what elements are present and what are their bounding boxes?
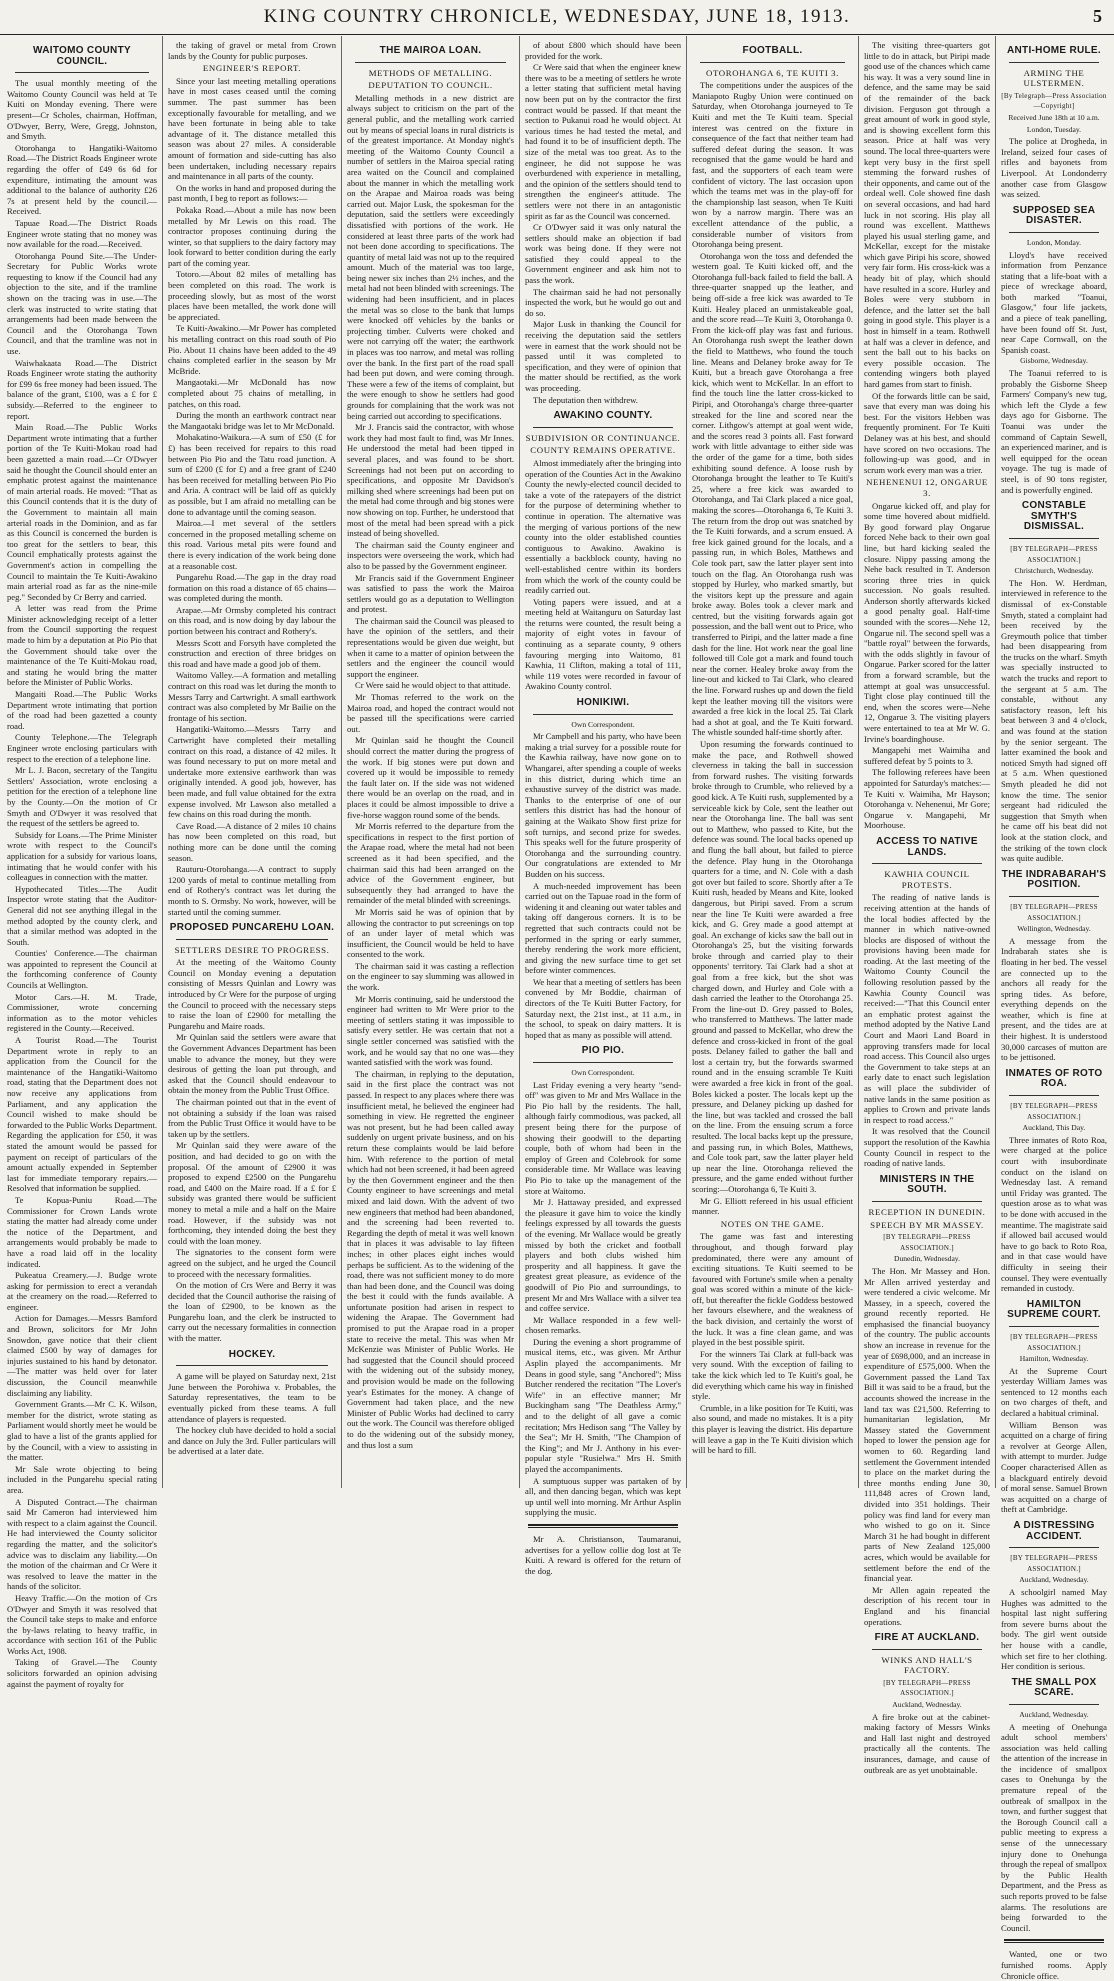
- headline-rule: [872, 1649, 982, 1650]
- article-paragraph: Te Kopua-Puniu Road.—The Commissioner for Crown Lands wrote stating the matter had already come under the notice of the Department, and arrangements would probably be made to have a road laid off in the locality indicated.: [7, 1194, 157, 1269]
- article-paragraph: The signatories to the consent form were agreed on the subject, and he urged the Council to proceed with the necessary formalities.: [168, 1247, 336, 1279]
- article-paragraph: Major Lusk in thanking the Council for receiving the deputation said the settlers were in earnest that the work should not be passed until it was completed to specification, and they were of opinion that the matter should be rectified, as the work was proceeding.: [525, 319, 681, 393]
- article-paragraph: Mr G. Elliott refereed in his usual efficient manner.: [692, 1195, 853, 1217]
- article-paragraph: Waiwhakaata Road.—The District Roads Engineer wrote stating the authority for £99 6s free money had been issued. The balance of the grant, £100, was a £ for £ subsidy.—Referred to the engineer to report.: [7, 357, 157, 421]
- article-paragraph: A schoolgirl named May Hughes was admitted to the hospital last night suffering from severe burns about the body. The girl went outside her house with a candle, which set fire to her clothing. Her condition is serious.: [1001, 1586, 1107, 1672]
- article-paragraph: Mr Wallace responded in a few well-chosen remarks.: [525, 1314, 681, 1336]
- article-paragraph: A game will be played on Saturday next, 21st June between the Porohiwa v. Probables, the Saturday representatives, the team to be eventually picked from these teams. A full attendance of players is requested.: [168, 1371, 336, 1424]
- article-paragraph: The chairman said the Council was pleased to have the opinion of the settlers, and their representations would be given due weight, but when it came to a matter of opinion between the settlers and the engineer the council would support the engineer.: [347, 615, 514, 679]
- headline-rule: [1009, 232, 1099, 233]
- article-subheading: METHODS OF METALLING.: [368, 67, 493, 78]
- article-paragraph: On the works in hand and proposed during the past month, I beg to report as follows:—: [168, 182, 336, 204]
- column-5: [687, 36, 859, 1488]
- article-paragraph: Mangaiti Road.—The Public Works Department wrote intimating that portion of the road had been gazetted a county road.: [7, 689, 157, 731]
- article-paragraph: Mr Thomas referred to the work on the Mairoa road, and hoped the contract would not be passed till the specifications were carried out.: [347, 692, 514, 734]
- headline-rule: [872, 863, 982, 864]
- article-paragraph: Mr Allen again repeated the description of his recent tour in England and his financial operations.: [864, 1584, 990, 1627]
- article-paragraph: William Benson was acquitted on a charge of firing a revolver at George Allen, with attempt to murder. Judge Cooper characterised Allen as a blackguard entirely devoid of moral sense. Samuel Brown was acquitted on a charge of theft at Cambridge.: [1001, 1419, 1107, 1515]
- article-headline: ACCESS TO NATIVE LANDS.: [876, 835, 978, 858]
- column-4: [520, 36, 687, 1576]
- article-paragraph: Mr J. Hattaway presided, and expressed the pleasure it gave him to voice the kindly feelings expressed by all towards the guests of the evening. Mr Wallace would be greatly missed by both the cricket and football players and both clubs wished him prosperity and all happiness. It gave the greatest great pleasure, as evidence of the goodwill of Pio Pio and surroundings, to present Mr and Mrs Wallace with a silver tea and coffee service.: [525, 1197, 681, 1314]
- headline-rule: [1009, 1547, 1099, 1548]
- article-paragraph: Mr Sale wrote objecting to being included in the Pungarehu special rating area.: [7, 1463, 157, 1495]
- article-subheading: WINKS AND HALL'S FACTORY.: [881, 1654, 973, 1676]
- column-3: [342, 36, 520, 1488]
- headline-rule: [533, 1062, 673, 1063]
- article-paragraph: At the Supreme Court yesterday William James was sentenced to 12 months each on two charges of theft, and declared a habitual criminal.: [1001, 1365, 1107, 1419]
- article-paragraph: Mr Quinlan said they were aware of the position, and had decided to go on with the proposal. Of the amount of £2900 it was proposed to expend £2500 on the Pungarehu road, and £400 on the Maire road. If a £ for £ subsidy was granted there would be sufficient money to metal a mile and a half on the Maire road. However, if the subsidy was not forthcoming, they intended doing the best they could with the loan money.: [168, 1140, 336, 1246]
- article-paragraph: The Toanui referred to is probably the Gisborne Sheep Farmers' Company's new tug, which left the Clyde a few days ago for Gisborne. The Toanui was under the command of Captain Sewell, an experienced mariner, and is well equipped for the ocean voyage. The tug is made of steel, is of 90 tons register, and is powerfully engined.: [1001, 368, 1107, 495]
- article-paragraph: The game was fast and interesting throughout, and though forward play predominated, there were any amount of exciting situations. Te Kuiti seemed to be favoured with Fortune's smile when a penalty goal was scored within a minute of the kick-off, but thereafter the fickle Goddess bestowed her favours elsewhere, and the weakness of the back division, and certainly the worst of the luck. It was a fine clean game, and was played in the best possible spirit.: [692, 1231, 853, 1348]
- article-paragraph: A much-needed improvement has been carried out on the Tapuae road in the form of widening it and cleaning out water tables and taking off dangerous corners. It is to be regretted that such contracts could not be performed in the spring or early summer, thereby rendering the work more efficient, and giving the new surface time to get set before winter commences.: [525, 880, 681, 976]
- article-paragraph: The chairman pointed out that in the event of not obtaining a subsidy if the loan was raised from the Public Trust Office it would have to be taken up by the settlers.: [168, 1097, 336, 1139]
- article-paragraph: Mr L. J. Bacon, secretary of the Tangitu Settlers' Association, wrote enclosing a petition for the erection of a telephone line by the County.—On the motion of Cr Smyth and O'Dwyer it was resolved that the request of the settlers be agreed to.: [7, 765, 157, 829]
- article-headline: PROPOSED PUNCAREHU LOAN.: [169, 922, 335, 934]
- wire-credit: [BY TELEGRAPH—PRESS ASSOCIATION.]: [1010, 902, 1098, 922]
- dateline: Gisborne, Wednesday.: [1020, 356, 1088, 366]
- article-paragraph: The chairman said it was casting a reflection on the engineer to say slumming was allowed in the work.: [347, 960, 514, 993]
- article-subheading: SETTLERS DESIRE TO PROGRESS.: [174, 944, 330, 955]
- article-headline: FOOTBALL.: [742, 45, 803, 56]
- article-headline: HAMILTON SUPREME COURT.: [1007, 1298, 1101, 1321]
- headline-rule: [1009, 62, 1099, 63]
- article-paragraph: Last Friday evening a very hearty "send-off" was given to Mr and Mrs Wallace in the Pio Pio hall by the residents. The hall, although fairly commodious, was packed, all present being there for the purpose of showing their goodwill to the departing couple, both of whom had been in the employ of Green and Colebrook for some considerable time. Mr Wallace was leaving Pio Pio to take up the management of the store at Waitomo.: [525, 1079, 681, 1196]
- article-paragraph: Otorohanga won the toss and defended the western goal. Te Kuiti kicked off, and the Otorohanga full-back failed to field the ball. A three-quarter snapped up the leather, and being off-side a free kick was awarded to Te Kuiti. Healey placed an unmistakeable goal, and the score read—Te Kuiti 3, Otorohanga 0. From the kick-off play was fast and furious. An Otorohanga rush swept the leather down the field to Matthews, who found the touch line. Means and Delaney broke away for Te Kuiti, but a breach gave Otorohanga a free kick, which went to McKellar. In an effort to find the touch line the latter cross-kicked to Piripi, and Otorohanga's charge three-quarter streaked for the line and scored near the corner. Lithgow's attempt at goal went wide, and the scores read 3 points all. Fast forward work with little advantage to either side was the order of the game for a time, both sides exhibiting sound defence. A loose rush by Otorohanga brought the leather to Te Kuiti's 25, where a free kick was awarded to Otorohanga, and Tai Clark placed a nice goal, making the scores—Otorohanga 6, Te Kuiti 3. The return from the drop out was snatched by the Te Kuiti forwards, and a scrum ensued. A free kick gained ground for the locals, and a passing run, in which Boles, Matthews and Cole took part, saw the latter player sent into touch on the flag. An Otorohanga rush was stopped by Hurley, who marked smartly, but the visitors kept up the pressure and again broke away. Boles took a clever mark and centred, but the visiting forwards again got possession, and the ball went out to Price, who transferred to Piripi, and the latter made a fine dash for the line. Hot work near the goal line followed till Cole got a mark and found touch near the corner. Healey broke away from the line-out and kicked to Tai Clark, who cleared the line. Forward rushes up and down the field kept the leather moving till the visitors were awarded a free kick in the local 25. Tai Clark had a shot at goal, and the Te Kuiti forward. The whistle sounded half-time shortly after.: [692, 250, 853, 738]
- headline-rule: [1009, 896, 1099, 897]
- article-headline: INMATES OF ROTO ROA.: [1005, 1067, 1103, 1090]
- article-subheading: NOTES ON THE GAME.: [720, 1218, 825, 1229]
- article-paragraph: Mr Quinlan said the settlers were aware that the Government Advances Department has been unable to advance the money, but they were desirous of getting the loan put through, and asked that the Council should endeavour to obtain the money from the Public Trust Office.: [168, 1032, 336, 1096]
- article-paragraph: Since your last meeting metalling operations have in most cases ceased until the coming summer. The past summer has been exceptionally favourable for metalling, and we have been fortunate in being able to take advantage of it. The distance metalled this season was about 27 miles. A considerable amount of formation and side-cutting has also been undertaken, including necessary repairs and maintenance in all parts of the county.: [168, 75, 336, 182]
- column-2: [163, 36, 342, 1488]
- article-headline: HOCKEY.: [228, 1348, 276, 1360]
- dateline: Christchurch, Wednesday.: [1014, 566, 1094, 576]
- article-subheading: ARMING THE ULSTERMEN.: [1023, 67, 1085, 89]
- article-paragraph: Voting papers were issued, and at a meeting held at Waitanguru on Saturday last the returns were counted, the result being a majority of eight votes in favour of continuing as a separate county, 9 others favouring merging into Waitomo, 81 Kawhia, 11 Clifton, making a total of 111, while 119 votes were recorded in favour of Awakino County control.: [525, 596, 681, 692]
- dateline: Received June 18th at 10 a.m.: [1008, 112, 1100, 122]
- article-subheading: SUBDIVISION OR CONTINUANCE.: [525, 432, 681, 443]
- article-paragraph: A letter was read from the Prime Minister acknowledging receipt of a letter from the Council supporting the request made to him by a deputation at Pio Pio that the Government should take over the maintenance of the Te Kuiti-Mokau road, and stating he would bring the matter before the Minister of Public Works.: [7, 603, 157, 688]
- article-paragraph: Subsidy for Loans.—The Prime Minister wrote with respect to the Council's application for a subsidy for various loans, intimating that he would confer with his colleagues in connection with the matter.: [7, 829, 157, 883]
- wire-credit: [BY TELEGRAPH—PRESS ASSOCIATION.]: [1010, 1102, 1098, 1121]
- article-paragraph: Counties' Conference.—The chairman was appointed to represent the Council at the forthcoming conference of County Councils at Wellington.: [7, 948, 157, 991]
- article-paragraph: Arapae.—Mr Ormsby completed his contract on this road, and is now doing by day labour the portion between his contract and Rothery's.: [168, 604, 336, 637]
- article-paragraph: A Tourist Road.—The Tourist Department wrote in reply to an application from the Council for the maintenance of the Hangatiki-Waitomo road, stating that the Department does not now receive any applications from Parliament, and any application the Council wished to make should be forwarded to the Public Works Department. Regarding the application for £50, it was stated the amount would be passed for payment on receipt of particulars of the amount actually expended in September last for immediate temporary repairs.—Resolved that information be supplied.: [7, 1035, 157, 1194]
- article-paragraph: Action for Damages.—Messrs Bamford and Brown, solicitors for Mr John Snowdon, gave notice that their client claimed £500 by way of damages for injuries sustained to his hand by detonator.—The matter was held over for later discussion, the Council meanwhile disclaiming any liability.: [7, 1313, 157, 1398]
- wire-credit: [BY TELEGRAPH—PRESS ASSOCIATION.]: [1010, 1332, 1098, 1352]
- article-paragraph: of about £800 which should have been provided for the work.: [525, 40, 681, 61]
- article-paragraph: Mr Quinlan said he thought the Council should correct the matter during the progress of the work. If big stones were put down and covered up it would be impossible to remedy the fault later on. If the side was not widened there would be an overlap on the road, and in places it could be almost impossible to drive a five-horse waggon round some of the bends.: [347, 735, 514, 820]
- dateline: Own Correspondent.: [571, 1068, 635, 1078]
- article-paragraph: Cr Were said he would object to that attitude.: [355, 680, 511, 691]
- article-paragraph: The competitions under the auspices of the Maniapoto Rugby Union were continued on Saturday, when Otorohanga journeyed to Te Kuiti and met the Te Kuiti team. Special interest was centred on the fixture in consequence of the fact that neither team had suffered defeat during the season. It was recognised that the game would be hard and fast, and the supporters of each team were confident of victory. The last occasion upon which the teams met was in the play-off for the championship last season, when Te Kuiti won by a narrow margin. There was an excellent attendance of the public, a considerable number of visitors from Otorohanga being present.: [692, 80, 853, 250]
- article-headline: CONSTABLE SMYTH'S DISMISSAL.: [1021, 500, 1087, 533]
- article-paragraph: Hypothecated Titles.—The Audit Inspector wrote stating that the Auditor-General did not see anything illegal in the method adopted by the county clerk, and that a similar method was adopted in the South.: [7, 883, 157, 947]
- article-paragraph: Otorohanga to Hangatiki-Waitomo Road.—The District Roads Engineer wrote regarding the offer of £49 6s 6d for expenditure, intimating the amount was additional to the balance of authority £26 7s at present held by the council.—Received.: [7, 142, 157, 217]
- dateline: London, Monday.: [1026, 237, 1082, 247]
- article-paragraph: Mr A. Christianson, Taumaranui, advertises for a yellow collie dog lost at Te Kuiti. A reward is offered for the return of the dog.: [525, 1533, 681, 1576]
- article-paragraph: The reading of native lands is receiving attention at the hands of the local bodies affected by the manner in which native-owned blocks are disposed of without the provisions having been made for roading. At the last meeting of the Waitomo County Council the following resolution passed by the Kawhia County Council was received:—"That this Council enter an emphatic protest against the method adopted by the Native Land Court and Maori Land Board in approving transfers made for local road access. This Council also urges the Government to take steps at an early date to enact such legislation as will place the subdivider of native lands in the same position as applies to Crown and private lands in respect to road access.": [864, 892, 990, 1125]
- article-paragraph: The chairman, in replying to the deputation, said in the first place the contract was not passed. In respect to any places where there was insufficient metal, he believed the engineer had something in view. He regretted the engineer was not present, but he had been called away suddenly on urgent private business, and on his return these complaints would be laid before him. With reference to the portion of metal which had not been screened, it had been agreed by the then Government engineer and the then County engineer to have screenings and metal mixed and laid down. With the advent of two new engineers that method had been abandoned, and the screening had been reverted to. Regarding the depth of metal it was well known that in places it was advisable to lay fifteen inches; in other places eight inches would perhaps be sufficient. As to the widening of the road, there was not sufficient money to do more than had been done, and the Council was doing the best it could with the funds available. A unfortunate position had arisen in respect to widening the Arapae. The Government had promised to put the Arapae road in a proper state to receive the metal. This was when Mr McKenzie was Minister of Public Works. He had suggested that the Council should proceed with the widening out of the subsidy money, and provision would be made on the following year's Estimates for the money. A change of Government had taken place, and the new Minister of Public Works had declined to carry out the work. The Council was therefore obliged to do the widening out of the subsidy money, and thus lost a sum: [347, 1068, 514, 1450]
- dateline: Wellington, Wednesday.: [1017, 924, 1091, 934]
- article-paragraph: Mr Campbell and his party, who have been making a trial survey for a possible route for the Kawhia railway, have now gone on to Whangarei, after spending a couple of weeks in this district, during which time an exhaustive survey of the district was made. Thanks to the enterprise of one of our settlers this district has had the honour of gaining at the Waikato Show first prize for soft turnips, and second prize for swedes. This speaks well for the future prosperity of Otorohanga and the surrounding country. Our congratulations are extended to Mr Budden on his success.: [525, 731, 681, 879]
- article-paragraph: Mohakatino-Waikura.—A sum of £50 (£ for £) has been received for repairs to this road between Pio Pio and the Tatu road junction. A sum of £200 (£ for £) and a free grant of £240 has been received for metalling between Pio Pio and Aria. A contract will be laid off as quickly as possible, but I am afraid no metalling can be done to advantage until the coming season.: [168, 432, 336, 517]
- article-paragraph: Ongarue kicked off, and play for some time hovered about midfield. By good forward play Ongarue forced Nehe back to their own goal line, but hard kicking sealed the closure. Nippy passing among the Nehe back resulted in T. Anderson scoring three tries in quick succession. No goals resulted. Anderson shortly afterwards kicked a good penalty goal. Half-time sounded with the scores—Nehe 12, Ongarue nil. The second spell was a "battle royal" between the forwards, with the odds slightly in favour of Ongarue. Parker scored for the latter from a forward scramble, but the attempt at goal was unsuccessful. Tight close play continued till the end, when the scores were—Nehe 12, Ongarue 3. The visiting players were entertained to tea at Mr W. G. Irvine's boardinghouse.: [864, 500, 990, 744]
- article-paragraph: It was resolved that the Council support the resolution of the Kawhia County Council in respect to the roading of native lands.: [864, 1126, 990, 1169]
- article-paragraph: Rauturu-Otorohanga.—A contract to supply 1200 yards of metal to continue metalling from end of Rothery's contract was let during the month to S. Ormsby. No work, however, will be started until the coming summer.: [168, 864, 336, 917]
- article-headline: MINISTERS IN THE SOUTH.: [879, 1173, 975, 1196]
- article-paragraph: The chairman said he had not personally inspected the work, but he would go out and do so.: [525, 286, 681, 318]
- article-paragraph: Waitomo Valley.—A formation and metalling contract on this road was let during the month to Messrs Tarry and Cartwright. A small earthwork contract was also completed by Mr Bailie on the frontage of his section.: [168, 670, 336, 723]
- article-paragraph: The visiting three-quarters got little to do in attack, but Piripi made good use of the chances which came his way. It was a very sound line in defence, and the same may be said of the remainder of the back division. Ferguson got through a great amount of work in good style, and is showing excellent form this season. Price at half was very sound. The local three-quarters were kept very busy in the first spell stemming the forward rushes of their opponents, and came out of the ordeal well. Cole showed fine dash on several occasions, and had hard luck in not scoring. His play all round was excellent. Matthews played his usual sterling game, and McKellar, except for the mistake which gave Piripi his score, showed very fair form. His cross-kick was a heady bit of play, which should have resulted in a score. Hurley and Boles were very stubborn in defence, and the latter set the ball going in good style. This player is a host in himself in a team. Rothwell at half was a clever in defence, and sent the ball out to his backs on every possible occasion. The contending wingers both played hard games from start to finish.: [864, 40, 990, 389]
- article-paragraph: Mr Morris referred to the departure from the specifications in respect to the first portion of the Arapae road, where the metal had not been screened as it had been specified, and the chairman said this had been arranged on the advice of the Government engineer, but subsequently they had arranged to have the remainder of the metal blinded with screenings.: [347, 821, 514, 906]
- article-paragraph: On the motion of Crs Were and Berry it was decided that the Council authorise the raising of the loan of £2900, to be known as the Pungarehu loan, and the clerk be instructed to carry out the necessary formalities in connection with the matter.: [168, 1280, 336, 1344]
- headline-rule: [1009, 538, 1099, 539]
- article-paragraph: Cr Were said that when the engineer knew there was to be a meeting of settlers he wrote a letter stating that sufficient metal having now been put on by the contractor the first contract would be passed. If that meant the section to Pukanui road he would object. At various times he had tested the metal, and had found it to be of insufficient depth. The size of the metal was too great. As to the engineer, he did not suppose he was overburdened with experience in metalling, and the opinion of the settlers should tend to strengthen the engineer's attitude. The settlers were not there in an antagonistic spirit as far as the Council was concerned.: [525, 62, 681, 221]
- article-paragraph: Heavy Traffic.—On the motion of Crs O'Dwyer and Smyth it was resolved that the Council take steps to make and enforce the by-laws relating to heavy traffic, in accordance with section 161 of the Public Works Act, 1908.: [7, 1592, 157, 1656]
- dateline: Hamilton, Wednesday.: [1019, 1354, 1089, 1364]
- dateline: Auckland, Wednesday.: [1019, 1575, 1089, 1585]
- article-paragraph: Hangatiki-Waitomo.—Messrs Tarry and Cartwright have completed their metalling contract on this road, a distance of 42 miles. It was found necessary to put on more metal and undertake more extensive earthwork than was originally intended. A good job, however, has been made, and full value obtained for the extra expense involved. Mr Lawson also metalled a few chains on this road during the month.: [168, 724, 336, 820]
- article-paragraph: A sumptuous supper was partaken of by all, and then dancing began, which was kept up until well into morning. Mr Arthur Asplin supplying the music.: [525, 1475, 681, 1518]
- article-subheading: COUNTY REMAINS OPERATIVE.: [530, 445, 676, 456]
- article-paragraph: The police at Drogheda, in Ireland, seized four cases of rifles and bayonets from Liverpool. At Londonderry another case from Glasgow was seized.: [1001, 136, 1107, 200]
- article-paragraph: Pokaka Road.—About a mile has now been metalled by Mr Lewis on this road. The contractor proposes continuing during the winter, so that suppliers to the dairy factory may look forward to better condition during the early part of the coming year.: [168, 204, 336, 268]
- headline-rule: [533, 427, 673, 428]
- article-paragraph: Motor Cars.—H. M. Trade, Commissioner, wrote concerning information as to the motor vehicles registered in the County.—Received.: [7, 991, 157, 1034]
- article-paragraph: During the month an earthwork contract near the Mangaotaki bridge was let to Mr McDonald.: [168, 410, 336, 431]
- article-headline: WAITOMO COUNTY COUNCIL.: [33, 45, 131, 67]
- article-paragraph: Cr O'Dwyer said it was only natural the settlers should make an objection if bad work was being done. If they were not satisfied they could appeal to the Government engineer and ask him not to pass the work.: [525, 222, 681, 286]
- article-paragraph: Taking of Gravel.—The County solicitors forwarded an opinion advising against the payment of royalty for: [7, 1657, 157, 1689]
- headline-rule: [15, 72, 149, 73]
- article-paragraph: Crumble, in a like position for Te Kuiti, was also sound, and made no mistakes. It is a pity this player is leaving the district. His departure will leave a gap in the Te Kuiti division which will be hard to fill.: [692, 1402, 853, 1456]
- headline-rule: [1009, 1326, 1099, 1327]
- page-number: 5: [1093, 6, 1102, 26]
- article-paragraph: We hear that a meeting of settlers has been convened by Mr Boddie, chairman of directors of the Te Kuiti Butter Factory, for Saturday next, the 21st inst., at 11 a.m., in the school, to speak on dairy matters. It is hoped that as many as possible will attend.: [525, 976, 681, 1040]
- article-paragraph: During the evening a short programme of musical items, etc., was given. Mr Arthur Asplin played the accompaniments. Mr Deans in good style, sang "Anchored"; Miss Butcher rendered the recitation "The Lover's Wife" in an effective manner; Mr Buckingham sang "The Deathless Army," and to the delight of all gave a comic recitation; Mrs Hedison sang "The Valley by the Sea"; Mr H. Smith, "The Champion of the King"; and Mr J. Anthony in his ever-popular style "Rusielwa." Mrs H. Smith played the accompaniments.: [525, 1336, 681, 1474]
- article-subheading: DEPUTATION TO COUNCIL.: [368, 80, 493, 91]
- headline-rule: [872, 1201, 982, 1202]
- article-paragraph: Totoro.—About 82 miles of metalling has been completed on this road. The work is proceeding slowly, but as most of the worst places have been metalled, the work done will be appreciated.: [168, 269, 336, 322]
- article-paragraph: Metalling methods in a new district are always subject to criticism on the part of the general public, and the metalling work carried out by means of special loans in rural districts is of the greatest importance. At Monday night's meeting of the Waitomo County Council a number of settlers in the Mairoa special rating area waited on the Council and complained about the manner in which the metalling work on the Arapae and Mairoa roads was being carried out. Major Lusk, the spokesman for the deputation, said the settlers were exceedingly dissatisfied with portions of the work. He considered at least three parts of the work had not been done according to specifications. The quantity of metal laid was not up to the required amount. Much of the material was too large, being newer six inches than 2½ inches, and the metal had not been blinded with screenings. The widening had been insufficient, and in places the metal was so close to the bank that lumps were knocked off vehicles by the banks or projecting timber. Culverts were choked and were not carrying off the water; the earthwork in places was too narrow, and metal was rolling over the bank. In the first part of the road spall had been put down, and were coming through. These were a few of the items of complaint, but the were enough to show he settlers had good grounds for complaining that the work was not being carried out according to specifications.: [347, 92, 514, 421]
- dateline: Auckland, Wednesday.: [892, 1700, 962, 1710]
- article-headline: THE SMALL POX SCARE.: [1011, 1676, 1097, 1699]
- article-paragraph: Pungarehu Road.—The gap in the dray road formation on this road a distance of 65 chains—was completed during the month.: [168, 572, 336, 604]
- column-1: [2, 36, 163, 1689]
- article-paragraph: Lloyd's have received information from Penzance stating that a life-boat with a piece of wreckage aboard, both marked "Toanui, Glasgow," four life jackets, and a piece of teak panelling, have been found off St. Just, near Cape Cornwall, on the Spanish coast.: [1001, 249, 1107, 355]
- column-6: [859, 36, 996, 1775]
- article-paragraph: Cave Road.—A distance of 2 miles 10 chains has now been completed on this road, but nothing more can be done until the coming season.: [168, 820, 336, 863]
- newspaper-columns: [2, 36, 1112, 1981]
- headline-rule: [176, 939, 328, 940]
- masthead: [0, 0, 1114, 35]
- article-headline: SUPPOSED SEA DISASTER.: [1012, 204, 1096, 227]
- masthead-title: KING COUNTRY CHRONICLE, WEDNESDAY, JUNE 18, 1913.: [263, 6, 851, 27]
- article-paragraph: Upon resuming the forwards continued to make the pace, and Rothwell showed cleverness in taking the ball in succession from forward rushes. The visiting forwards broke through to Crumble, who relieved by a good kick. A Te Kuiti rush, supplemented by a serviceable kick by Cole, sent the leather out near the Otorohanga line. The ball was sent out to Matthew, who passed to Kite, but the defence was sound. The local backs opened up and flung the ball about, but failed to pierce the defence. Play hung in the Otorohanga quarters for a time, and N. Cole with a dash got over but failed to score. Shortly after a Te Kuiti rush, headed by Means and Kite, looked dangerous, but Piripi saved. From a scrum near the line Te Kuiti were awarded a free kick, and G. Grey made a good attempt at goal. An exchange of kicks saw the ball out in Otorohanga's 25, but the visiting forwards broke through and carried play to their opponents' territory. Tai Clark had a shot at goal from a free kick, but the shot was charged down, and Hurley and Cole with a dash carried the leather to the Otorohanga 25. From the line-out D. Grey passed to Boles, who transferred to Matthews. The latter made ground and passed to McKellar, who drew the defence and cross-kicked in front of the goal posts. Delaney failed to gather the ball and lost a certain try, but the forwards swarmed round and in the ensuing scramble Te Kuiti were awarded a free kick in front of the goal. Boles kicked a poster. The locals kept up the pressure, and Delaney picking up dashed for the line, but was tackled and crossed the ball on the line. From the ensuing scrum a force resulted. The local backs kept up the pressure, and passing run, in which Boles, Matthews, and Cole took part, saw the latter player held up near the line. Otorohanga relieved the pressure, and the game ended without further scoring:—Otorohanga 6, Te Kuiti 3.: [692, 739, 853, 1194]
- section-divider: [528, 1524, 678, 1528]
- article-paragraph: The deputation then withdrew.: [533, 394, 638, 405]
- dateline: Auckland, This Day.: [1022, 1123, 1086, 1133]
- article-paragraph: Three inmates of Roto Roa, were charged at the police court with insubordinate conduct on the island on Wednesday last. A remand until Friday was granted. The question arose as to what was to be done with accused in the meantime. The magistrate said if allowed bail accused would have to go back to Roto Roa, and in that case would have difficulty in seeing their counsel. They were eventually remanded in custody.: [1001, 1134, 1107, 1294]
- wire-credit: [BY TELEGRAPH—PRESS ASSOCIATION.]: [883, 1678, 971, 1698]
- article-subheading: RECEPTION IN DUNEDIN.: [868, 1206, 986, 1217]
- article-paragraph: Main Road.—The Public Works Department wrote intimating that a further portion of the Te Kuiti-Mokau road had been gazetted a main road.—Cr O'Dwyer said he thought the Council should enter an emphatic protest against the maintenance of main arterial roads. He moved: "That as this Council contends that it is the duty of the Government to maintain all main arterial roads in the Dominion, and as far as this Council is concerned the burden is too great for the settlers to bear, this Council emphatically protests against the Government's action in compelling the Council to maintain the Te Kuiti-Awakino main arterial road as far as the nine-mile peg." Seconded by Cr Berry and carried.: [7, 422, 157, 602]
- article-paragraph: Wanted, one or two furnished rooms. Apply Chronicle office.: [1001, 1949, 1107, 1981]
- article-paragraph: Mangapehi met Waimiha and suffered defeat by 5 points to 3.: [864, 745, 990, 766]
- section-divider: [1004, 1939, 1104, 1943]
- article-paragraph: A message from the Indrabarah states she is floating in her bed. The vessel are connected up to the anchors all ready for the spring tides. As before, everything depends on the weather, which is fine at present, and the tides are at their highest. It is understood 30,000 carcases of mutton are to be jettisoned.: [1001, 935, 1107, 1063]
- article-headline: FIRE AT AUCKLAND.: [874, 1632, 980, 1644]
- column-7: [996, 36, 1112, 1981]
- article-paragraph: Government Grants.—Mr C. K. Wilson, member for the district, wrote stating as Parliament would shortly meet he would be glad to have a list of the grants applied for by the Council, with a view to assisting in the matter.: [7, 1399, 157, 1463]
- article-headline: PIO PIO.: [581, 1045, 625, 1057]
- article-headline: THE MAIROA LOAN.: [379, 45, 482, 56]
- article-paragraph: Mangaotaki.—Mr McDonald has now completed about 75 chains of metalling, in patches, on this road.: [168, 377, 336, 409]
- headline-rule: [700, 62, 845, 63]
- wire-credit: [By Telegraph—Press Association—Copyright]: [1001, 91, 1107, 111]
- article-paragraph: The hockey club have decided to hold a social and dance on July the 3rd. Fuller particulars will be advertised at a later date.: [168, 1425, 336, 1457]
- article-paragraph: Almost immediately after the bringing into operation of the Counties Act in the Awakino County the newly-elected council decided to take a vote of the ratepayers of the district for the purpose of determining whether to continue in operation. The alternative was the merging of various portions of the new county into the older established counties contiguous to Awakino. Awakino is essentially a backblock county, having no well-established centre within its borders from which the work of the county could be readily carried out.: [525, 457, 681, 596]
- dateline: London, Tuesday.: [1026, 124, 1082, 134]
- article-paragraph: For the winners Tai Clark at full-back was very sound. With the exception of failing to take the kick which led to Te Kuiti's goal, he did everything which came his way in finished style.: [692, 1348, 853, 1402]
- article-headline: HONIKIWI.: [576, 697, 630, 709]
- article-paragraph: A Disputed Contract.—The chairman said Mr Cameron had interviewed him with respect to a claim against the Council. He had interviewed the County solicitor regarding the matter, and the solicitor's advice was to disclaim any liability.—On the motion of the chairman and Cr Were it was resolved to leave the matter in the hands of the solicitor.: [7, 1496, 157, 1592]
- article-paragraph: The Hon. Mr Massey and Hon. Mr Allen arrived yesterday and were tendered a civic welcome. Mr Massey, in a speech, covered the ground recently reported. He emphasised the financial buoyancy of the country. The public accounts show an increase in revenue for the year of £698,000, and an increase in expenditure of £575,000. When the Government passed the Land Tax Bill it was said to be a fraud, but the accounts showed the increase in the land tax was £21,500. Referring to humanitarian legislation, Mr Massey stated the Government hoped to lower the pension age for women to 60. Regarding land settlement the Government intended to place on the market during the three months ending June 30, 111,848 acres of Crown land, divided into 351 holdings. Their policy was find land for every man who wished to go on it. Since March 31 he had bought in different parts of New Zealand 125,000 acres, which would be available for settlement before the end of the financial year.: [864, 1265, 990, 1584]
- article-paragraph: Te Kuiti-Awakino.—Mr Power has completed his metalling contract on this road south of Pio Pio. About 11 chains have been added to the 49 chains completed earlier in the season by Mr McBride.: [168, 323, 336, 376]
- article-paragraph: Mr J. Francis said the contractor, with whose work they had most fault to find, was Mr Innes. He understood the metal had been tipped in several places, and was found to be short. Screenings had not been put on according to specifications, and opposite Mr Davidson's milking shed where screenings had been put on the metal had come through and big stones were now showing on top. Further, he understood that most of the metal had been spread with a pick instead of being shovelled.: [347, 422, 514, 539]
- wire-credit: [BY TELEGRAPH—PRESS ASSOCIATION.]: [883, 1233, 971, 1252]
- dateline: Own Correspondent.: [571, 719, 635, 729]
- article-paragraph: Messrs Scott and Forsyth have completed the construction and erection of three bridges on this road and have made a good job of them.: [168, 637, 336, 669]
- headline-rule: [1009, 1704, 1099, 1705]
- article-paragraph: Mr Morris said he was of opinion that by allowing the contractor to put screenings on top of an under layer of metal which was insufficient, the Council would be held to have consented to the work.: [347, 906, 514, 960]
- article-paragraph: Mr Francis said if the Government Engineer was satisfied to pass the work the Mairoa settlers would go as a deputation to Wellington and protest.: [347, 572, 514, 615]
- article-paragraph: Tapuae Road.—The District Roads Engineer wrote stating that no money was now available for the road.—Received.: [7, 217, 157, 250]
- article-paragraph: The chairman said the County engineer and inspectors were overseeing the work, which had also to be passed by the Government engineer.: [347, 539, 514, 571]
- wire-credit: [BY TELEGRAPH—PRESS ASSOCIATION.]: [1010, 544, 1098, 564]
- article-subheading: NEHENENUI 12, ONGARUE 3.: [866, 477, 988, 498]
- article-paragraph: Otorohanga Pound Site.—The Under-Secretary for Public Works wrote requesting to know if the Council had any objection to the site, and if the tramline shown on the tracing was in use.—The clerk was instructed to write stating that arrangements had been made between the Council and the Otorohanga Town Council, and that the tramline was not in use.: [7, 250, 157, 357]
- article-paragraph: the taking of gravel or metal from Crown lands by the County for public purposes.: [168, 40, 336, 61]
- article-subheading: SPEECH BY MR MASSEY.: [870, 1219, 984, 1230]
- headline-rule: [355, 62, 506, 63]
- article-paragraph: The following referees have been appointed for Saturday's matches:—Te Kuiti v. Waimiha, Mr Hayson; Otorohanga v. Nehenenui, Mr Gore; Ongarue v. Mangapehi, Mr Moorhouse.: [864, 767, 990, 831]
- article-headline: THE INDRABARAH'S POSITION.: [1001, 868, 1107, 891]
- article-paragraph: Mairoa.—I met several of the settlers concerned in the proposed metalling scheme on this road. Various metal pits were found and there is every indication of the work being done at a reasonable cost.: [168, 518, 336, 571]
- article-paragraph: Pukeatua Creamery.—J. Budge wrote asking for permission to erect a verandah at the creamery on the road.—Referred to engineer.: [7, 1270, 157, 1312]
- headline-rule: [176, 1365, 328, 1366]
- article-subheading: ENGINEER'S REPORT.: [202, 63, 302, 74]
- headline-rule: [1009, 1095, 1099, 1096]
- article-headline: A DISTRESSING ACCIDENT.: [1013, 1520, 1095, 1542]
- article-paragraph: County Telephone.—The Telegraph Engineer wrote enclosing particulars with respect to the erection of a telephone line.: [7, 732, 157, 764]
- headline-rule: [533, 714, 673, 715]
- wire-credit: [BY TELEGRAPH—PRESS ASSOCIATION.]: [1010, 1554, 1098, 1573]
- article-headline: AWAKINO COUNTY.: [553, 410, 653, 422]
- article-paragraph: A fire broke out at the cabinet-making factory of Messrs Winks and Hall last night and destroyed practically all the contents. The insurances, damage, and cause of outbreak are as yet unobtainable.: [864, 1711, 990, 1775]
- article-paragraph: The usual monthly meeting of the Waitomo County Council was held at Te Kuiti on Monday evening. There were present—Cr Scholes, chairman, Hoffman, O'Dwyer, Berry, Were, Gregg, Johnston, and Smyth.: [7, 78, 157, 142]
- dateline: Auckland, Wednesday.: [1019, 1709, 1089, 1719]
- article-subheading: KAWHIA COUNCIL PROTESTS.: [884, 869, 970, 890]
- article-paragraph: Of the forwards little can be said, save that every man was doing his best. For the visitors Hebben was frequently prominent. For Te Kuiti Delaney was at his best, and should have scored on two occasions. The following-up was good, and in scrum work every man was a trier.: [864, 390, 990, 475]
- article-paragraph: Mr Morris continuing, said he understood the engineer had written to Mr Were prior to the meeting of settlers stating it was impossible to satisfy every settler. He was certain that not a single settler concerned was satisfied with the work, and he would say that no one was—they wanted satisfied with the work was found.: [347, 993, 514, 1068]
- article-paragraph: The Hon. W. Herdman, interviewed in reference to the dismissal of ex-Constable Smyth, stated a complaint had been received by the Greymouth police that timber had been disappearing from the trucks on the wharf. Smyth was specially instructed to watch the trucks and report to the sergeant at 5 a.m. The constable, without any satisfactory reason, left his beat between 3 and 4 o'clock, and was found at the station by the senior sergeant. The latter examined the book and noticed Smyth had signed off at 5 a.m. When questioned Smyth pleaded he did not know the time. The senior sergeant had ridiculed the suggestion that Smyth when he came off his beat did not look at the station clock, and the striking of the town clock was quite audible.: [1001, 577, 1107, 864]
- article-subheading: OTOROHANGA 6, TE KUITI 3.: [706, 67, 839, 78]
- article-paragraph: At the meeting of the Waitomo County Council on Monday evening a deputation consisting of Messrs Quinlan and Lowry was introduced by Cr Were for the purpose of urging the Council to proceed with the necessary steps to raise the loan of £2900 for metalling the Pungarehu and Maire roads.: [168, 957, 336, 1031]
- dateline: Dunedin, Wednesday.: [893, 1254, 961, 1264]
- article-paragraph: A meeting of Onehunga adult school members' association was held calling the attention of the increase in the incidence of smallpox cases to Onehunga by the premature repeal of the outbreak of smallpox in the town, and further suggest that the Borough Council call a public meeting to express a sense of the unnecessary injury done to Onehunga through the repeal of smallpox by the Public Health Department, and the Press as such reports proved to be false alarms. The resolutions are being forwarded to the Council.: [1001, 1721, 1107, 1933]
- article-headline: ANTI-HOME RULE.: [1007, 45, 1101, 56]
